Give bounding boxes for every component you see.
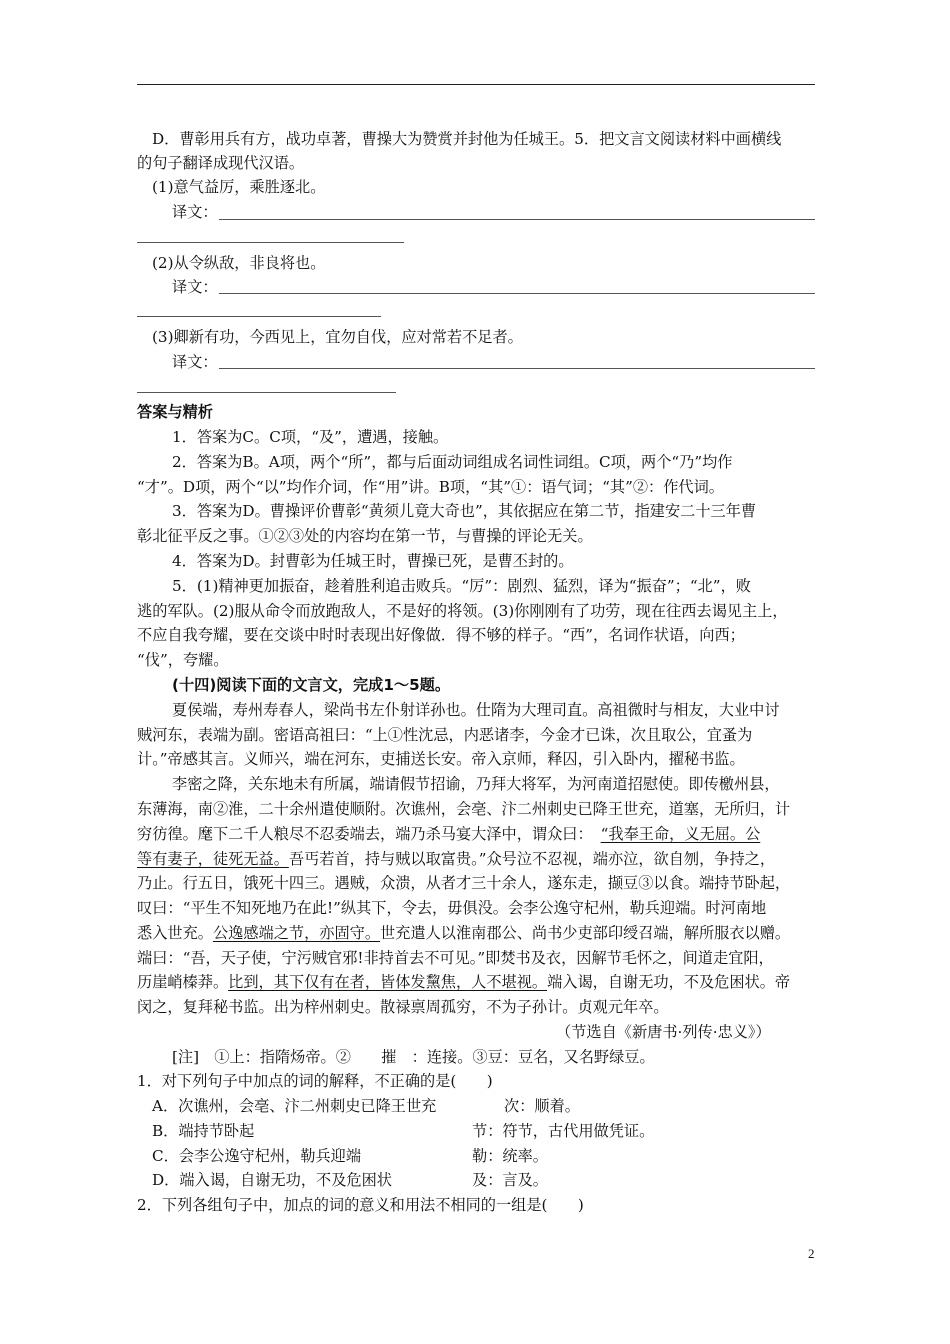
passage-text: 历崖峭榛莽。 [137, 973, 229, 991]
answer-line: “伐”，夸耀。 [137, 651, 229, 669]
passage-line [137, 971, 790, 993]
passage-line: 东薄海，南②淮，二十余州遣使顺附。次谯州，会亳、汴二州刺史已降王世充，道塞，无所归，计 [137, 800, 791, 818]
underlined-sentence-1a: “我奉王命，义无屈。公 [600, 825, 761, 843]
q1-option-d-gloss: 及：言及。 [472, 1171, 548, 1189]
passage-line [137, 823, 760, 845]
passage-line: 闵之，复拜秘书监。出为梓州刺史。散禄禀周孤穷，不为子孙计。贞观元年卒。 [137, 998, 669, 1016]
passage-line: 叹曰：“平生不知死地乃在此!”纵其下，令去，毋俱没。会李公逸守杞州，勒兵迎端。时河南地 [137, 899, 767, 917]
translate-label-2: 译文： [172, 278, 218, 296]
q4-option-d-line1: D．曹彰用兵有方，战功卓著，曹操大为赞赏并封他为任城王。5．把文言文阅读材料中画横线 [152, 130, 782, 148]
answer-blank-2b[interactable] [137, 316, 381, 317]
header-rule [137, 84, 815, 85]
q4-option-d-line2: 的句子翻译成现代汉语。 [137, 154, 305, 172]
passage-text: 世充遣人以淮南郡公、尚书少吏部印绶召端，解所服衣以赠。 [380, 924, 791, 942]
translate-label-3: 译文： [172, 353, 218, 371]
answer-line: “才”。D项，两个“以”均作介词，作“用”讲。B项，“其”①：语气词；“其”②：作代词。 [137, 478, 724, 496]
translate-label-1: 译文： [172, 203, 218, 221]
underlined-sentence-1b: 等有妻子，徒死无益。 [137, 850, 289, 868]
answers-heading: 答案与精析 [137, 403, 213, 421]
answer-blank-1b[interactable] [137, 242, 404, 243]
passage-text: 吾丐若首，持与贼以取富贵。”众号泣不忍视，端亦泣，欲自刎，争持之， [288, 850, 776, 868]
q1-option-b-gloss: 节：符节，古代用做凭证。 [472, 1122, 655, 1140]
q1-option-a[interactable]: A．次谯州，会亳、汴二州刺史已降王世充 [152, 1097, 437, 1115]
translate-item-2: (2)从令纵敌，非良将也。 [152, 254, 326, 272]
q1-option-a-gloss: 次：顺着。 [504, 1097, 580, 1115]
passage-line: 乃止。行五日，饿死十四三。遇贼，众溃，从者才三十余人，遂东走，撷豆③以食。端持节卧起， [137, 874, 791, 892]
answer-blank-2a[interactable] [219, 293, 815, 294]
answer-line: 4．答案为D。封曹彰为任城王时，曹操已死，是曹丕封的。 [172, 552, 574, 570]
passage-text: 悉入世充。 [137, 924, 213, 942]
q1-option-b[interactable]: B．端持节卧起 [152, 1122, 255, 1140]
underlined-sentence-2: 公逸感端之节，亦固守。 [212, 924, 380, 942]
translate-item-3: (3)卿新有功，今西见上，宜勿自伐，应对常若不足者。 [152, 328, 523, 346]
answer-line: 2．答案为B。A项，两个“所”，都与后面动词组成名词性词组。C项，两个“乃”均作 [172, 453, 733, 471]
question-2-stem: 2．下列各组句子中，加点的词的意义和用法不相同的一组是( ) [137, 1196, 584, 1214]
passage-line [137, 848, 775, 870]
passage-note: [注] ①上：指隋炀帝。② 摧 ：连接。③豆：豆名，又名野绿豆。 [172, 1048, 655, 1066]
passage-text: 穷彷徨。麾下二千人粮尽不忍委端去，端乃杀马宴大泽中，谓众曰： [137, 825, 593, 843]
question-1-stem: 1．对下列句子中加点的词的解释，不正确的是( ) [137, 1072, 493, 1090]
answer-line: 5．(1)精神更加振奋，趁着胜利追击败兵。“厉”：剧烈、猛烈，译为“振奋”；“北”，败 [172, 577, 751, 595]
passage-line: 夏侯端，寿州寿春人，梁尚书左仆射详孙也。仕隋为大理司直。高祖微时与相友，大业中讨 [172, 701, 780, 719]
passage-line: 计。”帝感其言。义师兴，端在河东，吏捕送长安。帝入京师，释囚，引入卧内，擢秘书监。 [137, 750, 745, 768]
answer-line: 1．答案为C。C项，“及”，遭遇，接触。 [172, 428, 449, 446]
q1-option-d[interactable]: D．端入谒，自谢无功，不及危困状 [152, 1171, 392, 1189]
answer-line: 不应自我夸耀，要在交谈中时时表现出好像做．得不够的样子。“西”，名词作状语，向西； [137, 626, 745, 644]
answer-blank-1a[interactable] [219, 219, 815, 220]
answer-blank-3a[interactable] [219, 368, 815, 369]
passage-line [137, 922, 790, 944]
q1-option-c-gloss: 勒：统率。 [472, 1147, 548, 1165]
passage-source: （节选自《新唐书·列传·忠义》） [556, 1023, 771, 1041]
passage-line: 端曰：“吾，天子使，宁污贼官邪!非持首去不可见。”即焚书及衣，因解节毛怀之，间道走宜阳， [137, 949, 774, 967]
passage-line: 贼河东，表端为副。密语高祖曰：“上①性沈忌，内恶诸李，今金才已诛，次且取公，宜蚤为 [137, 726, 753, 744]
page-number: 2 [808, 1246, 815, 1261]
underlined-sentence-3: 比到，其下仅有在者，皆体发黧焦，人不堪视。 [228, 973, 548, 991]
section14-heading: (十四)阅读下面的文言文，完成1～5题。 [172, 676, 451, 694]
translate-item-1: (1)意气益厉，乘胜逐北。 [152, 178, 326, 196]
passage-line: 李密之降，关东地未有所属，端请假节招谕，乃拜大将军，为河南道招慰使。即传檄州县， [172, 775, 780, 793]
answer-line: 3．答案为D。曹操评价曹彰“黄须儿竟大奇也”，其依据应在第二节，指建安二十三年曹 [172, 502, 757, 520]
answer-line: 彰北征平反之事。①②③处的内容均在第一节，与曹操的评论无关。 [137, 527, 593, 545]
answer-blank-3b[interactable] [137, 392, 396, 393]
passage-text: 端入谒，自谢无功，不及危困状。帝 [547, 973, 791, 991]
q1-option-c[interactable]: C．会李公逸守杞州，勒兵迎端 [152, 1147, 362, 1165]
answer-line: 逃的军队。(2)服从命令而放跑敌人，不是好的将领。(3)你刚刚有了功劳，现在往西去谒见主上， [137, 602, 788, 620]
